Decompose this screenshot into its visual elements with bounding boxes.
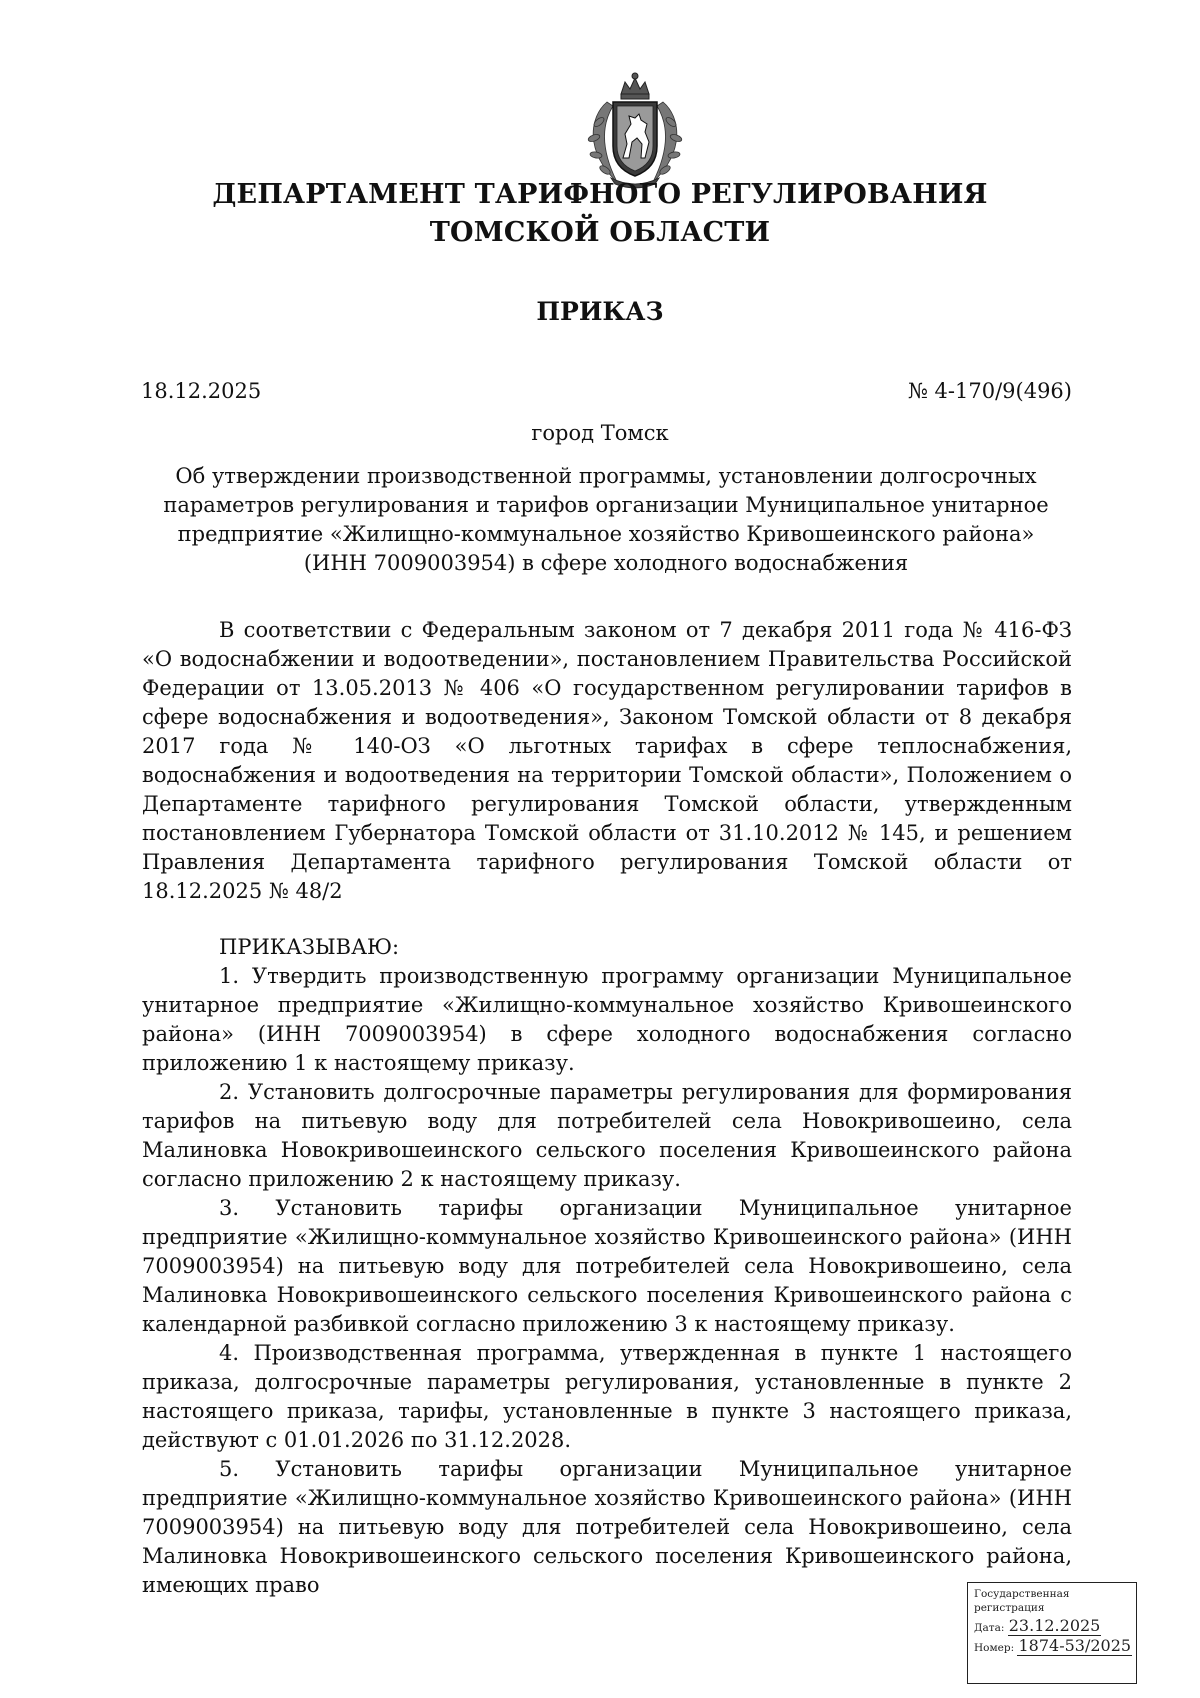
order-title: ПРИКАЗ — [536, 297, 664, 326]
order-number: № 4-170/9(496) — [908, 379, 1072, 403]
subject-line: (ИНН 7009003954) в сфере холодного водоснабжения — [303, 551, 909, 575]
registration-stamp — [967, 1582, 1137, 1684]
registration-number-label: Номер: — [974, 1642, 1015, 1654]
order-item-5: 5. Установить тарифы организации Муниципальное унитарное предприятие «Жилищно-коммунальное хозяйство Кривошеинского района» (ИНН 7009003954) на питьевую воду для потребителей села Новокривошеино, села Малиновка Новокривошеинского сельского поселения Кривошеинского района, имеющих право — [142, 1457, 1072, 1597]
subject-line: параметров регулирования и тарифов организации Муниципальное унитарное — [163, 493, 1049, 517]
order-item-4: 4. Производственная программа, утвержденная в пункте 1 настоящего приказа, долгосрочные параметры регулирования, установленные в пункте 2 настоящего приказа, тарифы, установленные в пункте 3 настоящего приказа, действуют с 01.01.2026 по 31.12.2028. — [142, 1341, 1072, 1452]
registration-title: Государственная регистрация — [974, 1588, 1070, 1614]
coat-of-arms-icon — [577, 72, 693, 190]
preamble-paragraph: В соответствии с Федеральным законом от 7 декабря 2011 года № 416-ФЗ «О водоснабжении и водоотведении», постановлением Правительства Российской Федерации от 13.05.2013 № 406 «О государственном регулировании тарифов в сфере водоснабжения и водоотведения», Законом Томской области от 8 декабря 2017 года № 140-ОЗ «О льготных тарифах в сфере теплоснабжения, водоснабжения и водоотведения на территории Томской области», Положением о Департаменте тарифного регулирования Томской области, утвержденным постановлением Губернатора Томской области от 31.10.2012 № 145, и решением Правления Департамента тарифного регулирования Томской области от 18.12.2025 № 48/2 — [142, 618, 1072, 903]
subject-line: Об утверждении производственной программы, установлении долгосрочных — [175, 464, 1037, 488]
order-item-2: 2. Установить долгосрочные параметры регулирования для формирования тарифов на питьевую воду для потребителей села Новокривошеино, села Малиновка Новокривошеинского сельского поселения Кривошеинского района согласно приложению 2 к настоящему приказу. — [142, 1080, 1072, 1191]
order-item-1: 1. Утвердить производственную программу организации Муниципальное унитарное предприятие «Жилищно-коммунальное хозяйство Кривошеинского района» (ИНН 7009003954) в сфере холодного водоснабжения согласно приложению 1 к настоящему приказу. — [142, 964, 1072, 1075]
department-name-line2: ТОМСКОЙ ОБЛАСТИ — [429, 217, 771, 248]
order-city: город Томск — [531, 421, 669, 445]
subject-line: предприятие «Жилищно-коммунальное хозяйство Кривошеинского района» — [177, 522, 1035, 546]
order-word: ПРИКАЗЫВАЮ: — [219, 935, 400, 959]
order-date: 18.12.2025 — [141, 379, 262, 403]
order-item-3: 3. Установить тарифы организации Муниципальное унитарное предприятие «Жилищно-коммунальное хозяйство Кривошеинского района» (ИНН 7009003954) на питьевую воду для потребителей села Новокривошеино, села Малиновка Новокривошеинского сельского поселения Кривошеинского района с календарной разбивкой согласно приложению 3 к настоящему приказу. — [142, 1196, 1072, 1336]
order-body — [142, 616, 1072, 1600]
department-name-line1: ДЕПАРТАМЕНТ ТАРИФНОГО РЕГУЛИРОВАНИЯ — [212, 179, 988, 210]
registration-date-row — [974, 1616, 1130, 1635]
registration-number-value: 1874-53/2025 — [1018, 1636, 1132, 1655]
registration-date-value: 23.12.2025 — [1008, 1616, 1101, 1635]
registration-number-row — [974, 1636, 1132, 1655]
registration-date-label: Дата: — [974, 1622, 1005, 1634]
order-subject — [140, 462, 1072, 578]
